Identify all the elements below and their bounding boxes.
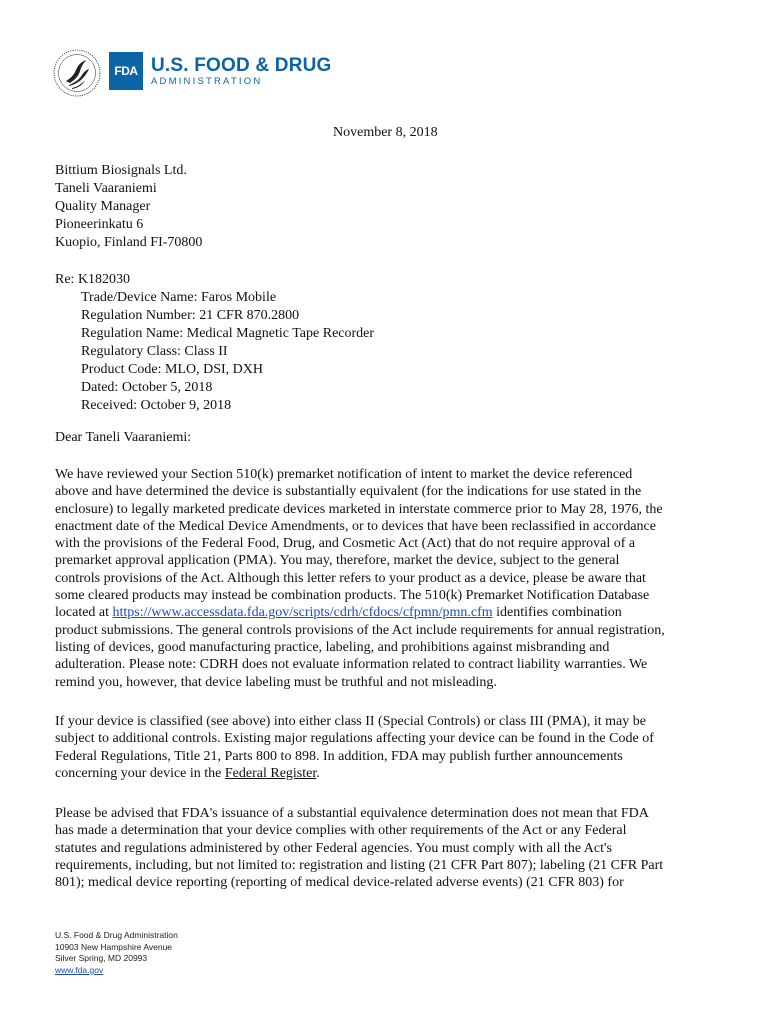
body-paragraph-1 bbox=[55, 466, 723, 691]
paragraph-line: Federal Regulations, Title 21, Parts 800 to 898. In addition, FDA may publish further announcements bbox=[55, 748, 623, 764]
paragraph-line: has made a determination that your device complies with other requirements of the Act or any Federal bbox=[55, 823, 627, 839]
paragraph-line: controls provisions of the Act. Although this letter refers to your product as a device, please be aware that bbox=[55, 570, 646, 586]
body-paragraph-3 bbox=[55, 805, 723, 891]
paragraph-line: enclosure) to legally marketed predicate devices marketed in interstate commerce prior to May 28, 1976, the bbox=[55, 501, 663, 517]
paragraph-line: product submissions. The general controls provisions of the Act include requirements for annual registration, bbox=[55, 622, 665, 638]
reference-line: Regulatory Class: Class II bbox=[81, 344, 228, 359]
link-prefix: concerning your device in the bbox=[55, 765, 225, 781]
reference-line: Regulation Number: 21 CFR 870.2800 bbox=[81, 308, 300, 323]
paragraph-line: subject to additional controls. Existing major regulations affecting your device can be found in the Code of bbox=[55, 731, 654, 747]
paragraph-line: above and have determined the device is substantially equivalent (for the indications for use stated in the bbox=[55, 484, 642, 500]
paragraph-line: listing of devices, good manufacturing practice, labeling, and prohibitions against misbranding and bbox=[55, 639, 610, 655]
paragraph-line: enactment date of the Medical Device Amendments, or to devices that have been reclassified in accordance bbox=[55, 518, 656, 534]
paragraph-line: some cleared products may instead be combination products. The 510(k) Premarket Notification Database bbox=[55, 588, 650, 604]
link-prefix: located at bbox=[55, 605, 113, 621]
address-line: Quality Manager bbox=[55, 199, 151, 214]
link-suffix: identifies combination bbox=[492, 605, 622, 621]
reference-line: Trade/Device Name: Faros Mobile bbox=[81, 290, 277, 305]
address-line: Taneli Vaaraniemi bbox=[55, 181, 157, 196]
body-paragraph-2 bbox=[55, 713, 723, 782]
address-block bbox=[55, 162, 202, 252]
reference-block bbox=[55, 271, 374, 415]
footer-line: Silver Spring, MD 20993 bbox=[55, 953, 148, 964]
paragraph-line: Please be advised that FDA's issuance of a substantial equivalence determination does not mean that FDA bbox=[55, 806, 649, 821]
paragraph-line: 801); medical device reporting (reporting of medical device-related adverse events) (21 CFR 803) for bbox=[55, 875, 624, 891]
paragraph-line: premarket approval application (PMA). You may, therefore, market the device, subject to the general bbox=[55, 553, 620, 569]
letter-date: November 8, 2018 bbox=[333, 125, 438, 140]
paragraph-line: with the provisions of the Federal Food, Drug, and Cosmetic Act (Act) that do not require approval of a bbox=[55, 536, 636, 552]
salutation: Dear Taneli Vaaraniemi: bbox=[55, 430, 192, 445]
reference-line: Regulation Name: Medical Magnetic Tape Recorder bbox=[81, 326, 375, 341]
paragraph-line: remind you, however, that device labeling must be truthful and not misleading. bbox=[55, 674, 497, 690]
pmn-database-link[interactable]: https://www.accessdata.fda.gov/scripts/cdrh/cfdocs/cfpmn/pmn.cfm bbox=[112, 605, 493, 621]
reference-number: Re: K182030 bbox=[55, 272, 131, 287]
footer-address bbox=[55, 930, 178, 976]
paragraph-line: requirements, including, but not limited to: registration and listing (21 CFR Part 807); labeling (21 CFR Part bbox=[55, 857, 664, 873]
fda-logo-box: FDA bbox=[109, 52, 143, 90]
reference-line: Product Code: MLO, DSI, DXH bbox=[81, 362, 263, 377]
footer-line: 10903 New Hampshire Avenue bbox=[55, 941, 173, 952]
address-line: Pioneerinkatu 6 bbox=[55, 217, 144, 232]
fda-logo bbox=[109, 52, 332, 90]
address-line: Kuopio, Finland FI-70800 bbox=[55, 235, 203, 250]
paragraph-line: adulteration. Please note: CDRH does not evaluate information related to contract liability warranties. We bbox=[55, 657, 648, 673]
fda-logo-admin: ADMINISTRATION bbox=[151, 75, 263, 87]
link-suffix: . bbox=[316, 765, 320, 781]
paragraph-line: We have reviewed your Section 510(k) premarket notification of intent to market the device referenced bbox=[55, 467, 633, 482]
fda-logo-name: U.S. FOOD & DRUG bbox=[151, 54, 332, 76]
paragraph-line: statutes and regulations administered by other Federal agencies. You must comply with all the Act's bbox=[55, 840, 612, 856]
paragraph-line-with-link bbox=[55, 765, 723, 782]
paragraph-line: If your device is classified (see above) into either class II (Special Controls) or class III (PMA), it may be bbox=[55, 714, 646, 729]
address-line: Bittium Biosignals Ltd. bbox=[55, 163, 187, 178]
paragraph-line-with-link bbox=[55, 604, 723, 621]
reference-line: Received: October 9, 2018 bbox=[81, 398, 232, 413]
footer-line: U.S. Food & Drug Administration bbox=[55, 930, 178, 940]
reference-line: Dated: October 5, 2018 bbox=[81, 380, 213, 395]
footer-website-link[interactable]: www.fda.gov bbox=[55, 964, 104, 975]
federal-register-link[interactable]: Federal Register bbox=[224, 765, 317, 781]
hhs-seal-logo bbox=[52, 48, 102, 98]
